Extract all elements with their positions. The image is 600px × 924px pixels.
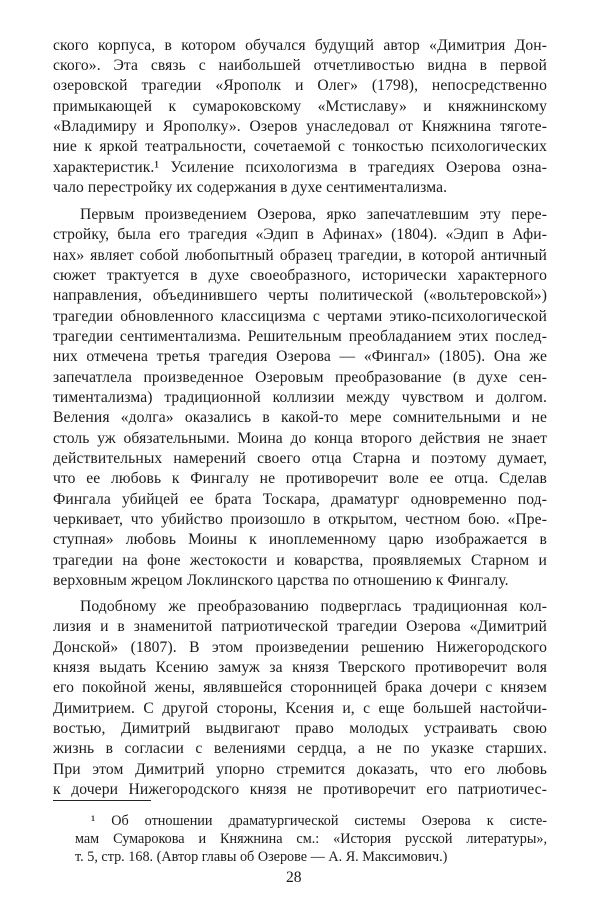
text-line: трагедии на фоне жестокости и коварства, проявляемых Старном и [53, 552, 547, 569]
text-line: «Владимиру и Ярополку». Озеров унаследовал от Княжнина тяготе- [53, 118, 547, 135]
paragraph-first-line: Первым произведением Озерова, ярко запечатлевшим эту пере- [80, 206, 547, 223]
paragraph-first-line: Подобному же преобразованию подверглась традиционная кол- [80, 598, 547, 615]
text-line: что ее любовь к Фингалу не противоречит воле ее отца. Сделав [53, 470, 547, 487]
text-line: к дочери Нижегородского князя не противоречит его патриотичес- [53, 781, 547, 798]
text-line: При этом Димитрий упорно стремится доказать, что его любовь [53, 761, 547, 778]
page-number: 28 [286, 869, 302, 886]
text-line: черкивает, что убийство произошло в открытом, честном бою. «Пре- [53, 511, 547, 528]
text-line: его покойной жены, являвшейся сторонницей брака дочери с князем [53, 679, 547, 696]
text-line: примыкающей к сумароковскому «Мстиславу» и княжнинскому [53, 98, 547, 115]
text-line: сюжет трактуется в духе своеобразного, исторически характерного [53, 267, 547, 284]
text-line: лизия и в знаменитой патриотической трагедии Озерова «Димитрий [53, 618, 547, 635]
text-line: трагедии обновленного классицизма с чертами этико-психологической [53, 308, 547, 325]
footnote-line: мам Сумарокова и Княжнина см.: «История русской литературы», [75, 831, 547, 847]
text-line: Веления «долга» оказались в какой-то мере сомнительными и не [53, 409, 547, 426]
text-line: князя выдать Ксению замуж за князя Тверского противоречит воля [53, 659, 547, 676]
footnote-line: ¹ Об отношении драматургической системы Озерова к систе- [91, 813, 547, 829]
footnote-line: т. 5, стр. 168. (Автор главы об Озерове — А. Я. Максимович.) [75, 849, 448, 865]
text-line: ского». Эта связь с наибольшей отчетливостью видна в первой [53, 57, 547, 74]
footnote-divider [53, 800, 151, 801]
text-line: жизнь в согласии с велениями сердца, а не по указке старших. [53, 740, 547, 757]
text-line: чало перестройку их содержания в духе сентиментализма. [53, 179, 448, 196]
text-line: характеристик.¹ Усиление психологизма в трагедиях Озерова озна- [53, 159, 547, 176]
text-line: них отмечена третья трагедия Озерова — «Фингал» (1805). Она же [53, 348, 547, 365]
text-line: стройку, была его трагедия «Эдип в Афинах» (1804). «Эдип в Афи- [53, 226, 547, 243]
text-line: ние к яркой театральности, сочетаемой с тонкостью психологических [53, 138, 547, 155]
text-line: ского корпуса, в котором обучался будущий автор «Димитрия Дон- [53, 37, 547, 54]
text-line: столь уж обязательными. Моина до конца второго действия не знает [53, 430, 547, 447]
text-line: Фингала убийцей ее брата Тоскара, драматург одновременно под- [53, 491, 547, 508]
text-line: озеровской трагедии «Ярополк и Олег» (1798), непосредственно [53, 77, 547, 94]
text-line: направления, объединившего черты политической («вольтеровской») [53, 287, 547, 304]
text-line: Донской» (1807). В этом произведении решению Нижегородского [53, 639, 547, 656]
text-line: ступная» любовь Моины к иноплеменному царю изображается в [53, 531, 547, 548]
text-line: запечатлела произведенное Озеровым преобразование (в духе сен- [53, 369, 547, 386]
text-line: верховным жрецом Локлинского царства по отношению к Фингалу. [53, 572, 509, 589]
text-line: тиментализма) традиционной коллизии между чувством и долгом. [53, 389, 547, 406]
text-line: нах» являет собой любопытный образец трагедии, в которой античный [53, 247, 547, 264]
text-line: трагедии сентиментализма. Решительным преобладанием этих послед- [53, 328, 547, 345]
text-line: действительных намерений своего отца Старна и поэтому думает, [53, 450, 547, 467]
text-line: востью, Димитрий выдвигают право молодых устраивать свою [53, 720, 547, 737]
text-line: Димитрием. С другой стороны, Ксения и, с еще большей настойчи- [53, 700, 547, 717]
